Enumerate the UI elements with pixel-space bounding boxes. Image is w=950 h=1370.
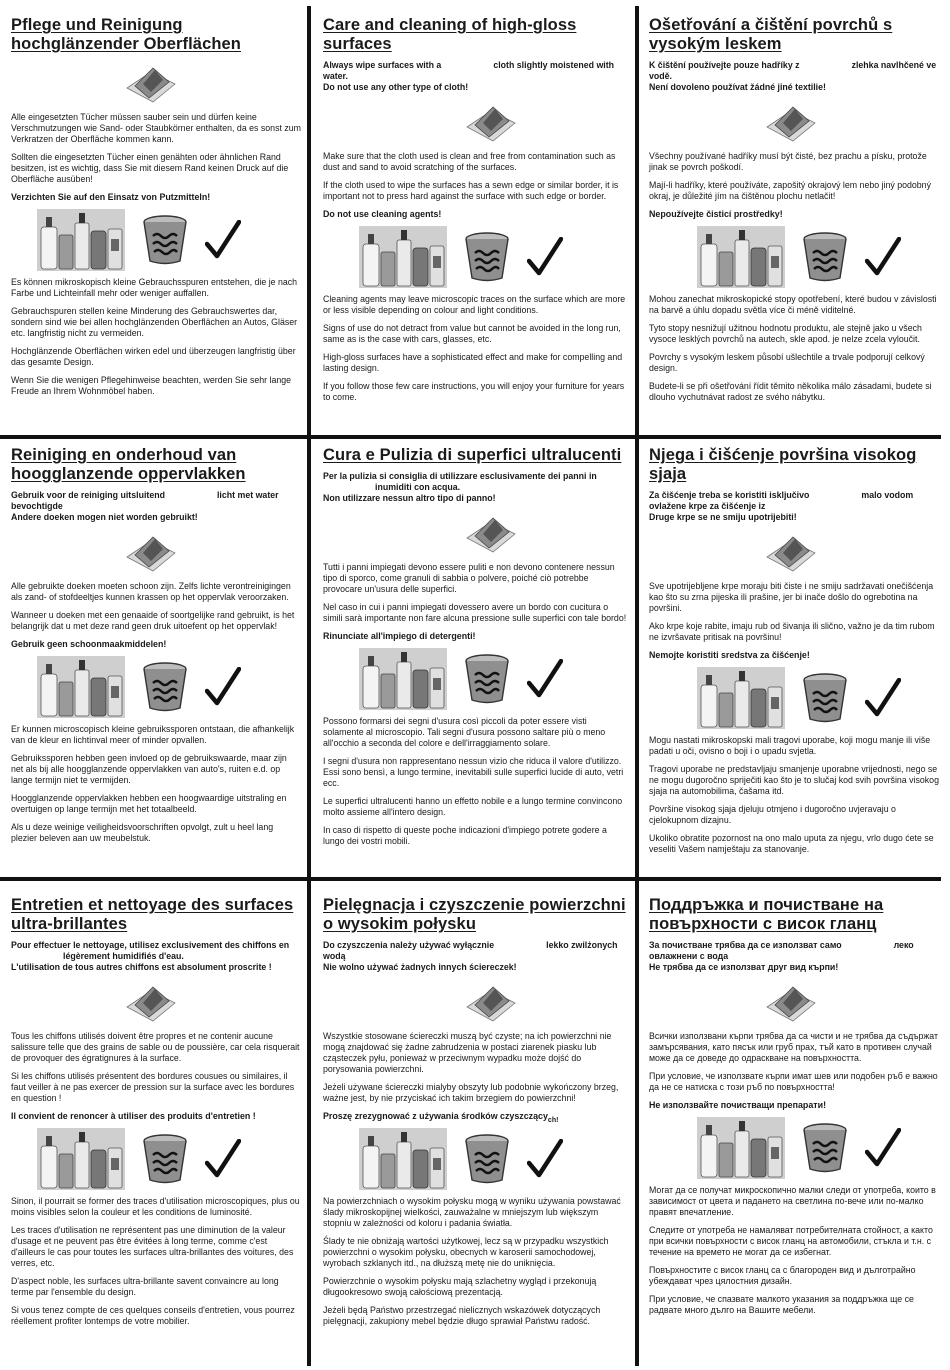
intro-text: Za čišćenje treba se koristiti isključivo [649, 490, 810, 500]
checkmark-icon [205, 1139, 241, 1179]
paragraph: Следите от употреба не намаляват потребителната стойност, а както при всички повърхности с висок гланц на автомобили, стъкла и т.н. с течение на времето не могат да се избегнат. [649, 1224, 933, 1257]
cleaning-agents-row [37, 1128, 301, 1190]
paragraphs [11, 1031, 301, 1104]
section-title: Поддръжка и почистване на повърхности с висок гланц [649, 896, 884, 933]
cleaning-agents-row [359, 226, 629, 288]
row-divider [0, 877, 941, 881]
paragraph: In caso di rispetto di queste poche indicazioni d'impiego potrete godere a lungo dei vostri mobili. [323, 824, 607, 846]
language-section [0, 886, 310, 1366]
water-bucket-icon [141, 214, 189, 266]
paragraph: Make sure that the cloth used is clean and free from contamination such as dust and sand to avoid scratching of the surfaces. [323, 151, 616, 172]
water-bucket-icon [801, 231, 849, 283]
cleaning-agents-icon [697, 1117, 785, 1179]
paragraph: Mohou zanechat mikroskopické stopy opotřebení, které budou v závislosti na barvě a úhlu dopadu světla více či méně viditelné. [649, 293, 937, 315]
section-title: Njega i čišćenje površina visokog sjaja [649, 446, 917, 483]
paragraph: D'aspect noble, les surfaces ultra-brillante savent convaincre au long terme par l'ensemble du design. [11, 1275, 279, 1297]
section-intro [649, 940, 941, 973]
paragraphs [323, 151, 629, 202]
water-bucket-icon [463, 1133, 511, 1185]
paragraph: High-gloss surfaces have a sophisticated effect and make for compelling and lasting design. [323, 351, 623, 373]
paragraph: Wszystkie stosowane ściereczki muszą być czyste; na ich powierzchni nie mogą znajdować się żadne zabrudzenia w postaci ziarenek piasku lub cząsteczek pyłu, ponieważ w przeciwnym wypadku może dojść do porysowania powierzchni. [323, 1031, 612, 1074]
cleaning-agents-row [697, 667, 941, 729]
cleaning-agents-row [697, 226, 941, 288]
warning-text: Rinunciate all'impiego di detergenti! [323, 631, 476, 641]
paragraphs [11, 724, 301, 844]
cleaning-agents-icon [359, 226, 447, 288]
cleaning-agents-icon [37, 209, 125, 271]
warning-text: Gebruik geen schoonmaakmiddelen! [11, 639, 167, 649]
paragraph: Powierzchnie o wysokim połysku mają szlachetny wygląd i przekonują długookresowo swoją całościową prezentacją. [323, 1275, 597, 1297]
paragraph: Cleaning agents may leave microscopic traces on the surface which are more or less visible depending on colour and light conditions. [323, 293, 626, 315]
language-section [638, 436, 950, 886]
warning-text: Do not use cleaning agents! [323, 209, 442, 219]
paragraph: Všechny používané hadříky musí být čisté, bez prachu a písku, protože jinak se povrch poškodí. [649, 151, 927, 172]
section-intro [11, 940, 301, 973]
language-section [310, 6, 638, 436]
intro-text: inumiditi con acqua. [375, 482, 461, 492]
intro-text: Always wipe surfaces with a [323, 60, 442, 70]
paragraph: Possono formarsi dei segni d'usura così piccoli da poter essere visti solamente al microscopio. Tali segni d'usura possono saltare più o meno all'occhio a seconda del colore e dell'irraggiamento solare. [323, 715, 606, 748]
paragraph: Sollten die eingesetzten Tücher einen genähten oder ähnlichen Rand besitzen, ist es wichtig, dass Sie mit diesem Rand keinen Druck auf die Oberfläche ausüben! [11, 152, 289, 184]
intro-text: Do not use any other type of cloth! [323, 82, 469, 92]
intro-text: Není dovoleno používat žádné jiné textilie! [649, 82, 826, 92]
intro-text: K čištění používejte pouze hadříky z [649, 60, 800, 70]
section-title: Entretien et nettoyage des surfaces ultra-brillantes [11, 896, 294, 933]
section-title: Ošetřování a čištění povrchů s vysokým leskem [649, 16, 893, 53]
paragraph: При условие, че използвате кърпи имат шев или подобен ръб е важно да не се натиска с този ръб по повърхността! [649, 1071, 938, 1092]
section-intro [323, 940, 629, 973]
intro-text: Не трябва да се използват друг вид кърпи! [649, 962, 839, 972]
intro-text: légèrement humidifiés d'eau. [63, 951, 184, 961]
intro-text: Druge krpe se ne smiju upotrijebiti! [649, 512, 797, 522]
paragraph: Всички използвани кърпи трябва да са чисти и не трябва да съдържат замърсявания, като пясък или груб прах, тъй като в противен случай може да се доведе до одраскване на повърхността. [649, 1031, 939, 1063]
checkmark-icon [205, 220, 241, 260]
cleaning-agents-row [359, 1128, 629, 1190]
warning-text: Nemojte koristiti sredstva za čišćenje! [649, 650, 810, 660]
warning-text: Verzichten Sie auf den Einsatz von Putzmitteln! [11, 192, 211, 202]
water-bucket-icon [141, 1133, 189, 1185]
cleaning-agents-icon [37, 656, 125, 718]
folded-cloth-icon [121, 983, 179, 1025]
intro-text: Per la pulizia si consiglia di utilizzare esclusivamente dei panni in [323, 471, 597, 481]
paragraphs [323, 1031, 629, 1104]
paragraph: Sinon, il pourrait se former des traces d'utilisation microscopiques, plus ou moins visibles selon la couleur et les conditions de luminosité. [11, 1195, 300, 1217]
cleaning-agents-icon [697, 226, 785, 288]
warning-text: Nepoužívejte čisticí prostředky! [649, 209, 783, 219]
paragraph: Površine visokog sjaja djeluju otmjeno i dugoročno uvjeravaju o cjelokupnom dizajnu. [649, 803, 896, 825]
intro-text: cloth slightly moistened with water. [323, 60, 615, 81]
intro-text: malo vodom ovlažene krpe za čišćenje iz [649, 490, 914, 511]
paragraph: Jeżeli używane ściereczki mialyby obszyty lub podobnie wykończony brzeg, ważne jest, by nie przyciskać ich takim brzegiem do powierzchni! [323, 1082, 619, 1103]
cleaning-agents-row [697, 1117, 941, 1179]
paragraph: Es können mikroskopisch kleine Gebrauchsspuren entstehen, die je nach Farbe und Lichteinfall mehr oder weniger auffallen. [11, 276, 298, 298]
intro-text: L'utilisation de tous autres chiffons est absolument proscrite ! [11, 962, 272, 972]
water-bucket-icon [801, 1122, 849, 1174]
section-title: Cura e Pulizia di superfici ultralucenti [323, 446, 622, 464]
cleaning-agents-icon [37, 1128, 125, 1190]
paragraph: Mogu nastati mikroskopski mali tragovi uporabe, koji mogu manje ili više padati u oči, ovisno o boji i o upadu svjetla. [649, 734, 931, 756]
paragraphs [11, 581, 301, 632]
intro-text: lekko zwilżonych wodą [323, 940, 618, 961]
paragraphs [323, 716, 629, 847]
paragraph: Ślady te nie obniżają wartości użytkowej, lecz są w przypadku wszystkich powierzchni o wysokim połysku, obecnych w karoserii samochodowej, wyrobach szklanych itd., na dłuższą metę nie do uniknięcia. [323, 1235, 609, 1268]
water-bucket-icon [463, 231, 511, 283]
paragraphs [323, 1196, 629, 1327]
paragraph: Wanneer u doeken met een genaaide of soortgelijke rand gebruikt, is het belangrijk dat u met deze rand geen druk uitoefent op het oppervlak! [11, 610, 295, 631]
water-bucket-icon [141, 661, 189, 713]
intro-text: Andere doeken mogen niet worden gebruikt! [11, 512, 198, 522]
intro-text: Non utilizzare nessun altro tipo di panno! [323, 493, 496, 503]
section-intro [11, 490, 301, 523]
warning-text: Не използвайте почистващи препарати! [649, 1100, 827, 1110]
paragraphs [323, 562, 629, 624]
paragraph: Wenn Sie die wenigen Pflegehinweise beachten, werden Sie sehr lange Freude an Ihrem Wohnmöbel haben. [11, 374, 292, 396]
checkmark-icon [527, 659, 563, 699]
language-section [0, 6, 310, 436]
folded-cloth-icon [121, 64, 179, 106]
paragraph: Als u deze weinige veiligheidsvoorschriften opvolgt, zult u heel lang plezier beleven aan uw meubelstuk. [11, 821, 274, 843]
folded-cloth-icon [761, 533, 819, 575]
warning-text: Il convient de renoncer à utiliser des produits d'entretien ! [11, 1111, 256, 1121]
intro-text: Do czyszczenia należy używać wyłącznie [323, 940, 495, 950]
folded-cloth-icon [761, 103, 819, 145]
section-title: Care and cleaning of high-gloss surfaces [323, 16, 577, 53]
paragraph: Tyto stopy nesnižují užitnou hodnotu produktu, ale stejně jako u všech vysoce lesklých povrchů na autech, skle apod. je nelze zcela vyloučit. [649, 322, 922, 344]
paragraph: Hochglänzende Oberflächen wirken edel und überzeugen langfristig über das gesamte Design. [11, 345, 296, 367]
paragraphs [11, 112, 301, 185]
language-section [0, 436, 310, 886]
language-section [310, 436, 638, 886]
checkmark-icon [205, 667, 241, 707]
paragraph: Tous les chiffons utilisés doivent être propres et ne contenir aucune salissure telle que des grains de sable ou de poussière, car cela risquerait de provoquer des égratignures à la surface. [11, 1031, 300, 1063]
intro-text: Gebruik voor de reiniging uitsluitend [11, 490, 165, 500]
paragraph: Signs of use do not detract from value but cannot be avoided in the long run, same as is the case with cars, glasses, etc. [323, 322, 621, 344]
cleaning-agents-icon [359, 648, 447, 710]
paragraphs [649, 1185, 941, 1316]
paragraph: Budete-li se při ošetřování řídit těmito několika málo zásadami, budete si dlouho vychutnávat radost ze svého nábytku. [649, 380, 932, 402]
row-divider [0, 435, 941, 439]
checkmark-icon [865, 237, 901, 277]
paragraph: Jeżeli będą Państwo przestrzegać nielicznych wskazówek dotyczących pielęgnacji, zakupiony mebel będzie długo sprawiał Państwu radość. [323, 1304, 601, 1326]
paragraphs [649, 151, 941, 202]
paragraph: Sve upotrijebljene krpe moraju biti čiste i ne smiju sadržavati onečišćenja kao što su zrna pijeska ili prašine, jer bi inače došlo do ogrebotina na površini. [649, 581, 934, 613]
intro-text: licht met water bevochtigde [11, 490, 279, 511]
cleaning-agents-row [359, 648, 629, 710]
paragraph: Ukoliko obratite pozornost na ono malo uputa za njegu, vrlo dugo ćete se veseliti Vašem namještaju za stanovanje. [649, 832, 934, 854]
language-grid [0, 6, 950, 1366]
folded-cloth-icon [761, 983, 819, 1025]
checkmark-icon [865, 678, 901, 718]
paragraph: Tragovi uporabe ne predstavljaju smanjenje uporabne vrijednosti, nego se ne mogu dugoročno spriječiti kao što je to slučaj kod svih površina visokog sjaja na automobilima, čašama itd. [649, 763, 939, 796]
paragraph: Les traces d'utilisation ne représentent pas une diminution de la valeur d'usage et ne peuvent pas être évitées à long terme, comme c'est d'ailleurs le cas pour toutes les surfaces ultra-brillantes des voitures, des verres, etc. [11, 1224, 294, 1268]
paragraphs [649, 294, 941, 403]
intro-text: Nie wolno używać żadnych innych ściereczek! [323, 962, 517, 972]
section-intro [649, 60, 941, 93]
intro-text: zlehka navlhčené ve vodě. [649, 60, 937, 81]
paragraph: Повърхностите с висок гланц са с благороден вид и дълготрайно убеждават чрез цялостния дизайн. [649, 1264, 916, 1286]
paragraph: Gebruikssporen hebben geen invloed op de gebruikswaarde, maar zijn net als bij alle hoogglanzende oppervlakken van auto's, ruiten e.d. op lange termijn niet te vermijden. [11, 752, 287, 785]
checkmark-icon [865, 1128, 901, 1168]
paragraph: Le superfici ultralucenti hanno un effetto nobile e a lungo termine convincono molto assieme all'intero design. [323, 795, 623, 817]
paragraph: Alle gebruikte doeken moeten schoon zijn. Zelfs lichte verontreinigingen als zand- of stofdeeltjes kunnen krassen op het oppervlak veroorzaken. [11, 581, 291, 602]
paragraph: При условие, че спазвате малкото указания за поддръжка ще се радвате много дълго на Вашите мебели. [649, 1293, 914, 1315]
paragraph: Er kunnen microscopisch kleine gebruikssporen ontstaan, die afhankelijk van de kleur en lichtinval meer of minder opvallen. [11, 723, 295, 745]
section-intro [323, 60, 629, 93]
section-title: Pielęgnacja i czyszczenie powierzchni o wysokim połysku [323, 896, 626, 933]
paragraph: Si les chiffons utilisés présentent des bordures cousues ou similaires, il faut veiller à ne pas exercer de pression sur la surface avec les bordures en question ! [11, 1071, 295, 1103]
column-divider [307, 6, 311, 1366]
intro-text: леко овлажнени с вода [649, 940, 914, 961]
paragraphs [11, 277, 301, 397]
checkmark-icon [527, 237, 563, 277]
column-divider [635, 6, 639, 1366]
paragraphs [649, 735, 941, 855]
section-intro [323, 471, 629, 504]
language-section [638, 886, 950, 1366]
paragraph: Mají-li hadříky, které používáte, zapošitý okrajový lem nebo jiný podobný okraj, je důležité jím na čištěnou plochu netlačit! [649, 180, 931, 201]
paragraph: Alle eingesetzten Tücher müssen sauber sein und dürfen keine Verschmutzungen wie Sand- oder Staubkörner enthalten, da es sonst zum Verkratzen der Oberfläche kommen kann. [11, 112, 301, 144]
section-title: Pflege und Reinigung hochglänzender Oberflächen [11, 16, 241, 53]
cleaning-agents-row [37, 656, 301, 718]
paragraph: If the cloth used to wipe the surfaces has a sewn edge or similar border, it is important not to press hard against the surface with such edge or border. [323, 180, 619, 201]
cleaning-agents-icon [697, 667, 785, 729]
paragraphs [649, 581, 941, 643]
paragraph: Na powierzchniach o wysokim połysku mogą w wyniku używania powstawać ślady mikroskopijnej wielkości, zauważalne w mniejszym lub większym stopniu w zależności od koloru i padania światła. [323, 1195, 621, 1228]
paragraph: Tutti i panni impiegati devono essere puliti e non devono contenere nessun tipo di sporco, come granuli di sabbia o polvere, poiché ciò potrebbe provocare un'usura delle superfici. [323, 562, 615, 594]
folded-cloth-icon [461, 103, 519, 145]
folded-cloth-icon [461, 514, 519, 556]
section-intro [649, 490, 941, 523]
paragraphs [649, 1031, 941, 1093]
warning-text: Proszę zrezygnować z używania środków czyszczący$_{ch!}$ [323, 1111, 559, 1124]
paragraph: Ako krpe koje rabite, imaju rub od šivanja ili slično, važno je da tim rubom ne izvršavate pritisak na površinu! [649, 621, 935, 642]
language-section [638, 6, 950, 436]
section-title: Reiniging en onderhoud van hoogglanzende oppervlakken [11, 446, 246, 483]
folded-cloth-icon [121, 533, 179, 575]
paragraph: Nel caso in cui i panni impiegati dovessero avere un bordo con cucitura o simili sarà importante non fare alcuna pressione sulle superfici con tale bordo! [323, 602, 627, 623]
paragraph: Hoogglanzende oppervlakken hebben een hoogwaardige uitstraling en overtuigen op lange termijn met het totaalbeeld. [11, 792, 287, 814]
paragraphs [11, 1196, 301, 1327]
intro-text: Pour effectuer le nettoyage, utilisez exclusivement des chiffons en [11, 940, 290, 950]
language-section [310, 886, 638, 1366]
paragraph: I segni d'usura non rappresentano nessun vizio che riduca il valore d'utilizzo. Essi sono bensì, a lungo termine, inevitabili sulle superfici lucide di auto, vetri ecc. [323, 755, 624, 788]
intro-text: За почистване трябва да се използват само [649, 940, 842, 950]
paragraph: Gebrauchspuren stellen keine Minderung des Gebrauchswertes dar, sondern sind wie bei allen hochglänzenden Oberflächen an Autos, Gläser etc. langfristig nicht zu vermeiden. [11, 305, 298, 338]
paragraph: Povrchy s vysokým leskem působí ušlechtile a trvale podporují celkový design. [649, 351, 925, 373]
folded-cloth-icon [461, 983, 519, 1025]
water-bucket-icon [463, 653, 511, 705]
paragraphs [323, 294, 629, 403]
cleaning-agents-icon [359, 1128, 447, 1190]
checkmark-icon [527, 1139, 563, 1179]
paragraph: Si vous tenez compte de ces quelques conseils d'entretien, vous pourrez réellement profiter lontemps de votre mobilier. [11, 1304, 295, 1326]
water-bucket-icon [801, 672, 849, 724]
paragraph: If you follow those few care instructions, you will enjoy your furniture for years to come. [323, 380, 625, 402]
paragraph: Могат да се получат микроскопично малки следи от употреба, които в зависимост от цвета и падането на светлина по-вече или по-малко правят впечатление. [649, 1184, 936, 1217]
cleaning-agents-row [37, 209, 301, 271]
